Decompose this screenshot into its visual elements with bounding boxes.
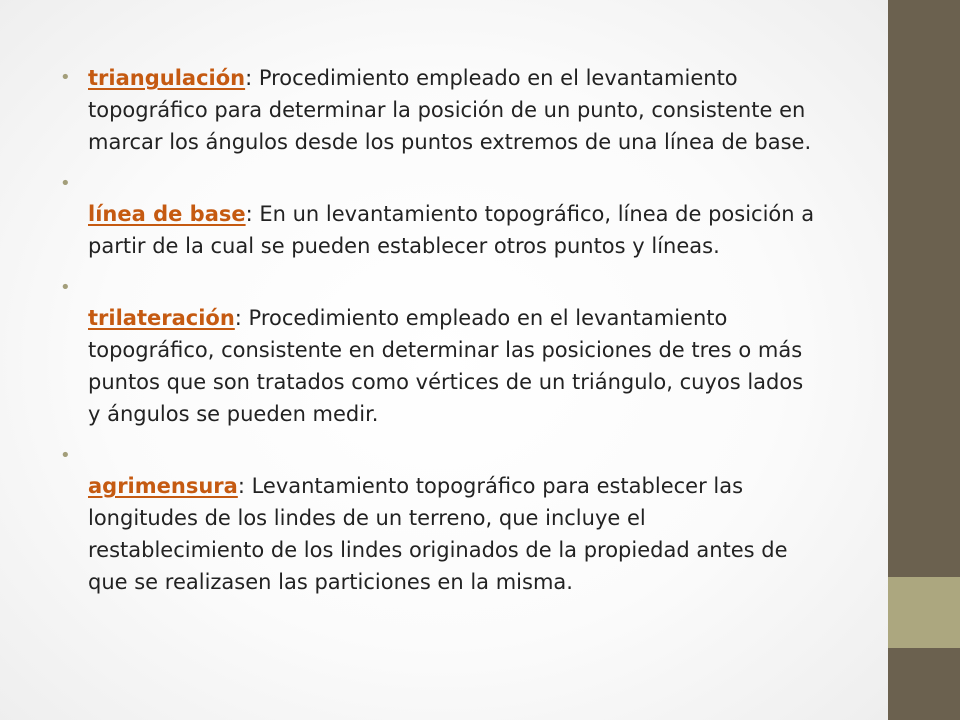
bullet-icon: • bbox=[60, 67, 71, 88]
bullet-icon: • bbox=[60, 173, 71, 194]
term-link[interactable]: línea de base bbox=[88, 202, 246, 226]
definition-line: marcar los ángulos desde los puntos extremos de una línea de base. bbox=[88, 130, 812, 154]
definition-line: y ángulos se pueden medir. bbox=[88, 402, 379, 426]
definition-text: : Levantamiento topográfico para establecer las bbox=[237, 474, 744, 498]
definition-line bbox=[88, 62, 920, 94]
glossary-item-trilateracion bbox=[60, 272, 920, 430]
bullet-icon: • bbox=[60, 445, 71, 466]
definition-line: restablecimiento de los lindes originados de la propiedad antes de bbox=[88, 538, 788, 562]
bullet-icon: • bbox=[60, 277, 71, 298]
definition-line: longitudes de los lindes de un terreno, que incluye el bbox=[88, 506, 646, 530]
definition-line bbox=[88, 198, 920, 230]
glossary-item-agrimensura bbox=[60, 440, 920, 598]
glossary-item-linea-de-base bbox=[60, 168, 920, 262]
glossary-item-triangulacion bbox=[60, 62, 920, 158]
definition-line bbox=[88, 302, 920, 334]
term-link[interactable]: agrimensura bbox=[88, 474, 238, 498]
definition-line bbox=[88, 470, 920, 502]
term-link[interactable]: trilateración bbox=[88, 306, 235, 330]
definition-text: : En un levantamiento topográfico, línea de posición a bbox=[245, 202, 815, 226]
definition-line: puntos que son tratados como vértices de un triángulo, cuyos lados bbox=[88, 370, 804, 394]
glossary-list bbox=[60, 62, 920, 598]
definition-line: topográfico, consistente en determinar las posiciones de tres o más bbox=[88, 338, 803, 362]
definition-line: que se realizasen las particiones en la misma. bbox=[88, 570, 573, 594]
definition-line: topográfico para determinar la posición de un punto, consistente en bbox=[88, 98, 806, 122]
definition-text: : Procedimiento empleado en el levantamiento bbox=[234, 306, 728, 330]
term-link[interactable]: triangulación bbox=[88, 66, 246, 90]
definition-text: : Procedimiento empleado en el levantamiento bbox=[245, 66, 738, 90]
definition-line: partir de la cual se pueden establecer otros puntos y líneas. bbox=[88, 234, 720, 258]
